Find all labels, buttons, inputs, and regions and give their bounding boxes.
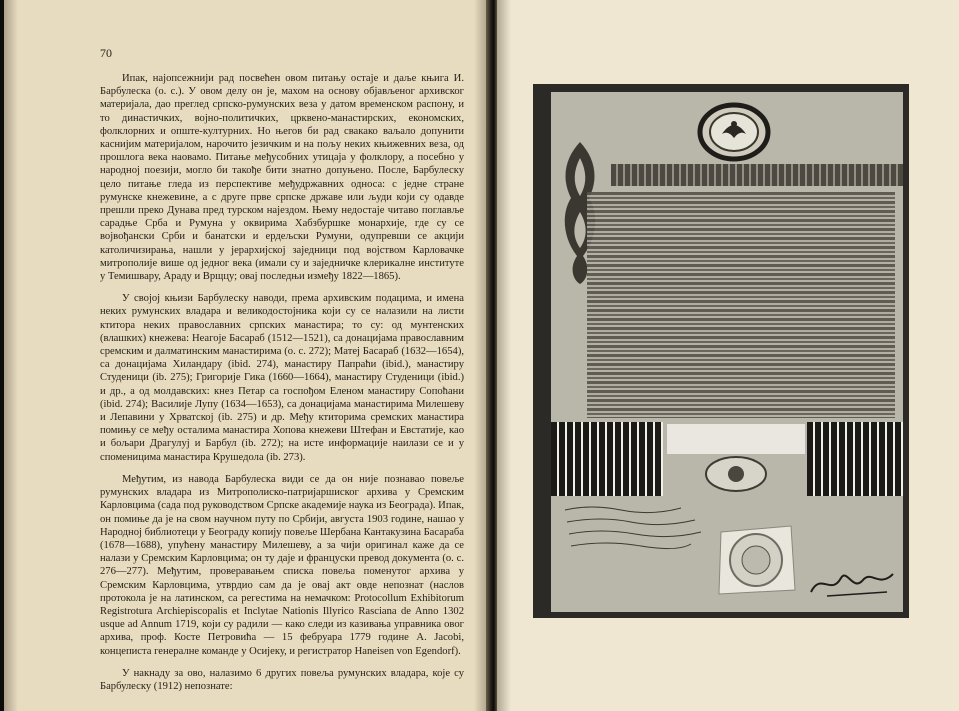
charter-body-script [587, 192, 895, 418]
charter-sheet [551, 92, 903, 612]
wax-seal-icon [711, 512, 801, 602]
small-medallion-icon [701, 454, 771, 494]
right-page-gutter-shade [497, 0, 511, 711]
signature-icon [807, 562, 897, 602]
paragraph-2: У својој књизи Барбулеску наводи, према архивским подацима, и имена неких румунских владара и великодостојника који су се налазили на листи ктитора неких православних српских манастира; то су: од мунтенских (влашких) кнежева: Неагоје Басараб (1512—1521), са донацијама православним сремским и далматинским манастирима (о. с. 272); Матеј Басараб (1632—1654), са донацијама Хиландару (ibid. 274), манастиру Папраћи (ibid.), манастиру Студеници (ib. 275); Григорије Гика (1660—1664), манастиру Студеници (ibid.) и др., а од молдавских: кнез Петар са госпођом Еленом манастиру Сопоћани (ibid. 274); Василије Лупу (1634—1653), са донацијама манастирима Милешеву и Лепавини у Хрватској (ib. 275) и др. Међу ктиторима сремских манастира помињу се међу осталима манастира Хопова кнежеви Штефан и Евстатије, као и бољари Драгулуј и Барбул (ib. 272); на исте информације наилази се и у споменицима манастира Крушедола (ib. 273). [100, 293, 464, 463]
charter-banner-right [807, 422, 903, 496]
left-page [4, 0, 488, 711]
charter-heading-script [611, 164, 903, 186]
latin-annotation-handwriting [561, 502, 711, 562]
coat-of-arms-seal-icon [697, 102, 771, 162]
paragraph-4: У накнаду за ово, налазимо 6 других повеља румунских владара, које су Барбулеску (1912) непознате: [100, 667, 464, 692]
charter-handwritten-note [667, 424, 805, 454]
body-text [100, 72, 464, 702]
right-page [497, 0, 959, 711]
paragraph-1: Ипак, најопсежнији рад посвећен овом питању остаје и даље књига И. Барбулеска (о. с.). У овом делу он је, махом на основу објављеног архивског материјала, дао преглед српско-румунских веза у датом временском распону, и то династичких, војно-политичких, црквено-манастирских, економских, фолклорних и опште-културних. Но његов би рад свакако ваљало допунити каснијим материјалом, нарочито језичким и на пољу неких књижевних веза, од прошлога века наовамо. Питање међусобних утицаја у фолклору, а посебно у народној поезији, могло би такође бити знатно допуњено. После, Барбулеску цело питање гледа из перспективе међудржавних односа: с једне стране румунске кнежевине, а с друге прве српске државе или људи који су одавде прешли преко Дунава пред турском најездом. Њему недостаје читаво поглавље сарадње Срба и Румуна у оквирима Хабзбуршке монархије, где су се војвођански Срби и банатски и ердељски Румуни, одупревши се акцији католичизирања, нашли у јерархијској заједници под војством Карловачке митрополије више од једног века (имали су и заједничке клерикалне институте у Темишвару, Араду и Врщцу; овај последњи између 1822—1865). [100, 73, 464, 283]
charter-banner-left [551, 422, 663, 496]
charter-facsimile [533, 84, 909, 618]
paragraph-3: Међутим, из навода Барбулеска види се да он није познавао повеље румунских владара из Митрополиско-патријаршиског архива у Сремским Карловцима (сада под руководством Српске академије наука из Београда). Ипак, он помиње да је на свом научном путу по Србији, августа 1903 године, нашао у Народној библиотеци у Београду копију повеље Шербана Кантакузина Басараба (1678—1688), упућену манастиру Милешеву, а за чији оригинал каже да се налази у Сремским Карловцима; он ту даје и француски превод документа (о. с. 276—277). Међутим, проверавањем списка повеља поменутог архива у Сремским Карловцима, утврдио сам да је овај акт овде непознат (наслов протокола је на латинском, са регестима на немачком: Protocollum Exhibitorum Registrotura Archiepiscopalis et Inclytae Nationis Illyrico Rasciana de Anno 1302 usque ad Annum 1719, који су радили — како следи из казивања управника овог архива, проф. Косте Петровића — 15 фебруара 1779 године А. Jacobi, концеписта генералне команде у Осијеку, и регистратор Haneisen von Egendorf). [100, 473, 464, 657]
page-number: 70 [100, 46, 112, 60]
left-page-edge [4, 0, 18, 711]
